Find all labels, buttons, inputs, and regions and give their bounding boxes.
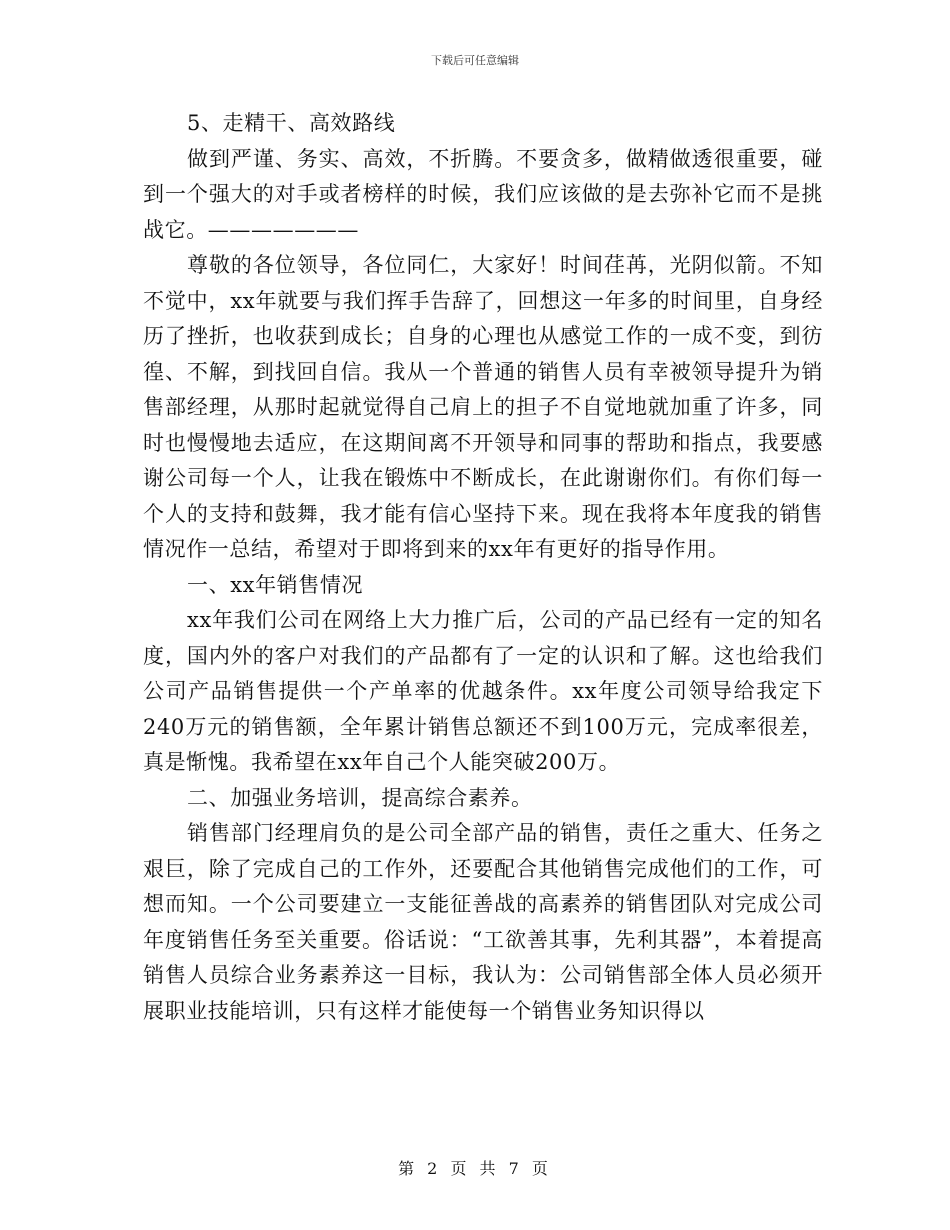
paragraph: 尊敬的各位领导，各位同仁，大家好！时间荏苒，光阴似箭。不知不觉中，xx年就要与我们挥手告辞了，回想这一年多的时间里，自身经历了挫折，也收获到成长；自身的心理也从感觉工作的一成不变，到彷徨、不解，到找回自信。我从一个普通的销售人员有幸被领导提升为销售部经理，从那时起就觉得自己肩上的担子不自觉地就加重了许多，同时也慢慢地去适应，在这期间离不开领导和同事的帮助和指点，我要感谢公司每一个人，让我在锻炼中不断成长，在此谢谢你们。有你们每一个人的支持和鼓舞，我才能有信心坚持下来。现在我将本年度我的销售情况作一总结，希望对于即将到来的xx年有更好的指导作用。 (143, 253, 823, 561)
paragraph: xx年我们公司在网络上大力推广后，公司的产品已经有一定的知名度，国内外的客户对我们的产品都有了一定的认识和了解。这也给我们公司产品销售提供一个产单率的优越条件。xx年度公司领导给我定下240万元的销售额，全年累计销售总额还不到100万元，完成率很差，真是惭愧。我希望在xx年自己个人能突破200万。 (143, 608, 823, 774)
paragraph: 做到严谨、务实、高效，不折腾。不要贪多，做精做透很重要，碰到一个强大的对手或者榜样的时候，我们应该做的是去弥补它而不是挑战它。——————— (143, 146, 823, 242)
section-heading-1: 一、xx年销售情况 (187, 572, 364, 597)
page-header: 下载后可任意编辑 (431, 54, 519, 67)
paragraph: 销售部门经理肩负的是公司全部产品的销售，责任之重大、任务之艰巨，除了完成自己的工作外，还要配合其他销售完成他们的工作，可想而知。一个公司要建立一支能征善战的高素养的销售团队对完成公司年度销售任务至关重要。俗话说：“工欲善其事，先利其器”，本着提高销售人员综合业务素养这一目标，我认为：公司销售部全体人员必须开展职业技能培训，只有这样才能使每一个销售业务知识得以 (143, 821, 823, 1023)
section-heading-5: 5、走精干、高效路线 (187, 111, 396, 135)
page-footer: 第 2 页 共 7 页 (398, 1159, 552, 1178)
document-body (143, 106, 823, 1029)
section-heading-2: 二、加强业务培训，提高综合素养。 (187, 785, 533, 810)
